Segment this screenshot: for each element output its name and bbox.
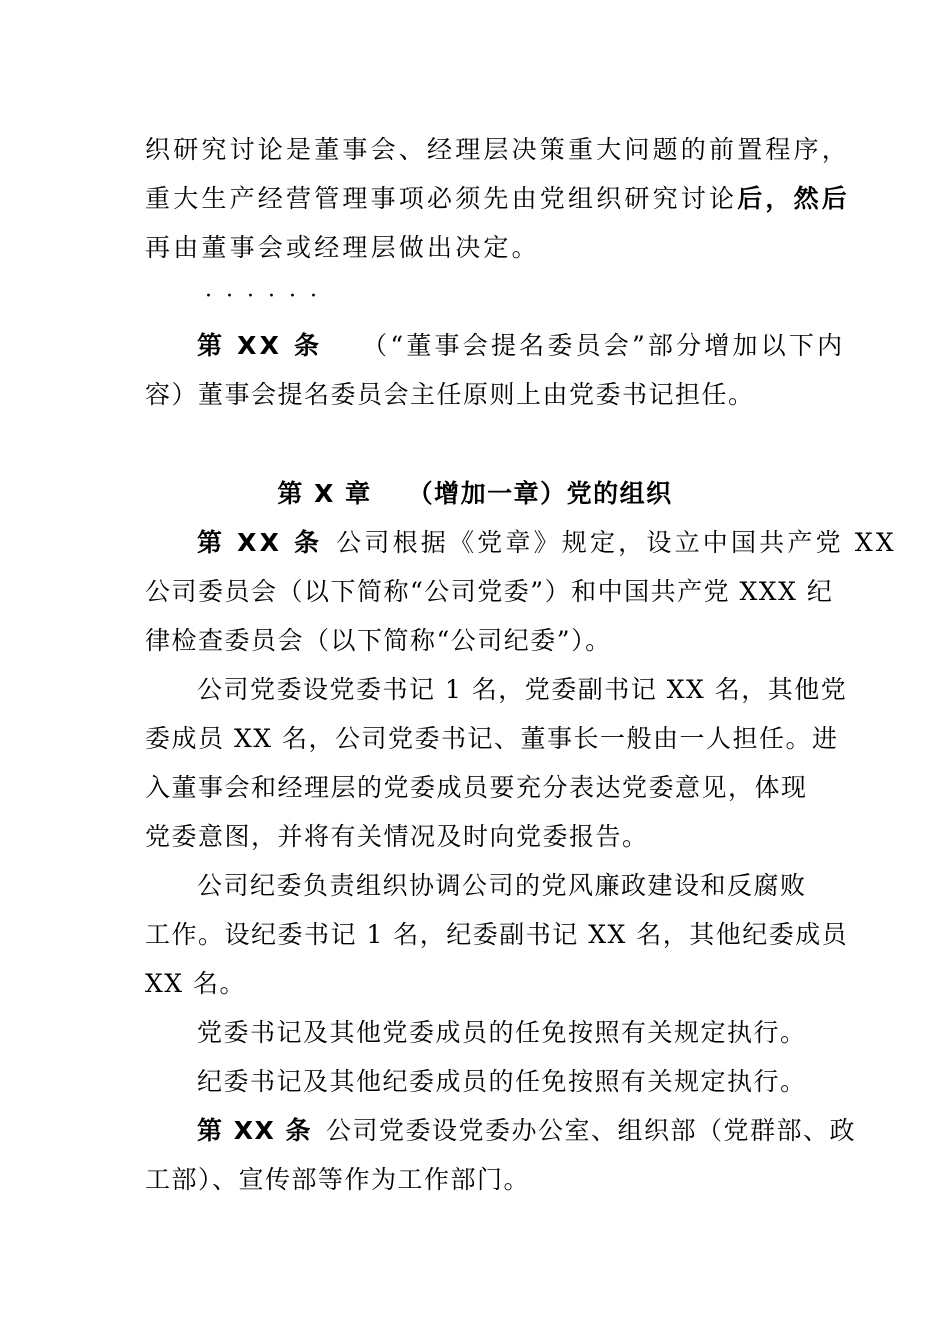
paragraph-line: 容）董事会提名委员会主任原则上由党委书记担任。	[145, 380, 755, 409]
paragraph-line: 纪委书记及其他纪委成员的任免按照有关规定执行。	[197, 1067, 807, 1096]
article-text: 公司根据《党章》规定，设立中国共产党 XX	[336, 528, 897, 557]
chapter-label: 第 X 章	[277, 479, 372, 508]
article-text: （“董事会提名委员会”部分增加以下内	[362, 331, 846, 360]
article-text: 公司党委设党委办公室、组织部（党群部、政	[325, 1116, 856, 1145]
paragraph-line: 委成员 XX 名，公司党委书记、董事长一般由一人担任。进	[145, 724, 839, 753]
article-label: 第 XX 条	[197, 528, 323, 557]
article-label: 第 XX 条	[197, 331, 323, 360]
paragraph-line: 工作。设纪委书记 1 名，纪委副书记 XX 名，其他纪委成员	[145, 920, 849, 949]
paragraph-line	[145, 174, 851, 223]
paragraph-line: 党委书记及其他党委成员的任免按照有关规定执行。	[197, 1018, 807, 1047]
paragraph-line: 入董事会和经理层的党委成员要充分表达党委意见，体现	[145, 773, 808, 802]
paragraph-text: 重大生产经营管理事项必须先由党组织研究讨论	[145, 184, 738, 213]
article-line	[145, 518, 897, 567]
article-line	[145, 321, 846, 370]
document-page	[145, 125, 897, 1204]
paragraph-line: 公司委员会（以下简称“公司党委”）和中国共产党 XXX 纪	[145, 577, 834, 606]
paragraph-line: XX 名。	[145, 969, 247, 998]
paragraph-line: 织研究讨论是董事会、经理层决策重大问题的前置程序，	[145, 135, 851, 164]
ellipsis: ······	[205, 284, 331, 309]
article-label: 第 XX 条	[197, 1116, 312, 1145]
paragraph-line: 再由董事会或经理层做出决定。	[145, 233, 540, 262]
paragraph-line: 党委意图，并将有关情况及时向党委报告。	[145, 822, 649, 851]
chapter-heading	[145, 469, 805, 518]
chapter-title: （增加一章）党的组织	[407, 479, 673, 508]
paragraph-line: 律检查委员会（以下简称“公司纪委”）。	[145, 626, 612, 655]
article-line	[145, 1106, 856, 1155]
paragraph-line: 公司纪委负责组织协调公司的党风廉政建设和反腐败	[197, 871, 807, 900]
bold-text: 后，然后	[737, 184, 851, 213]
paragraph-line: 公司党委设党委书记 1 名，党委副书记 XX 名，其他党	[197, 675, 848, 704]
paragraph-line: 工部）、宣传部等作为工作部门。	[145, 1165, 531, 1194]
